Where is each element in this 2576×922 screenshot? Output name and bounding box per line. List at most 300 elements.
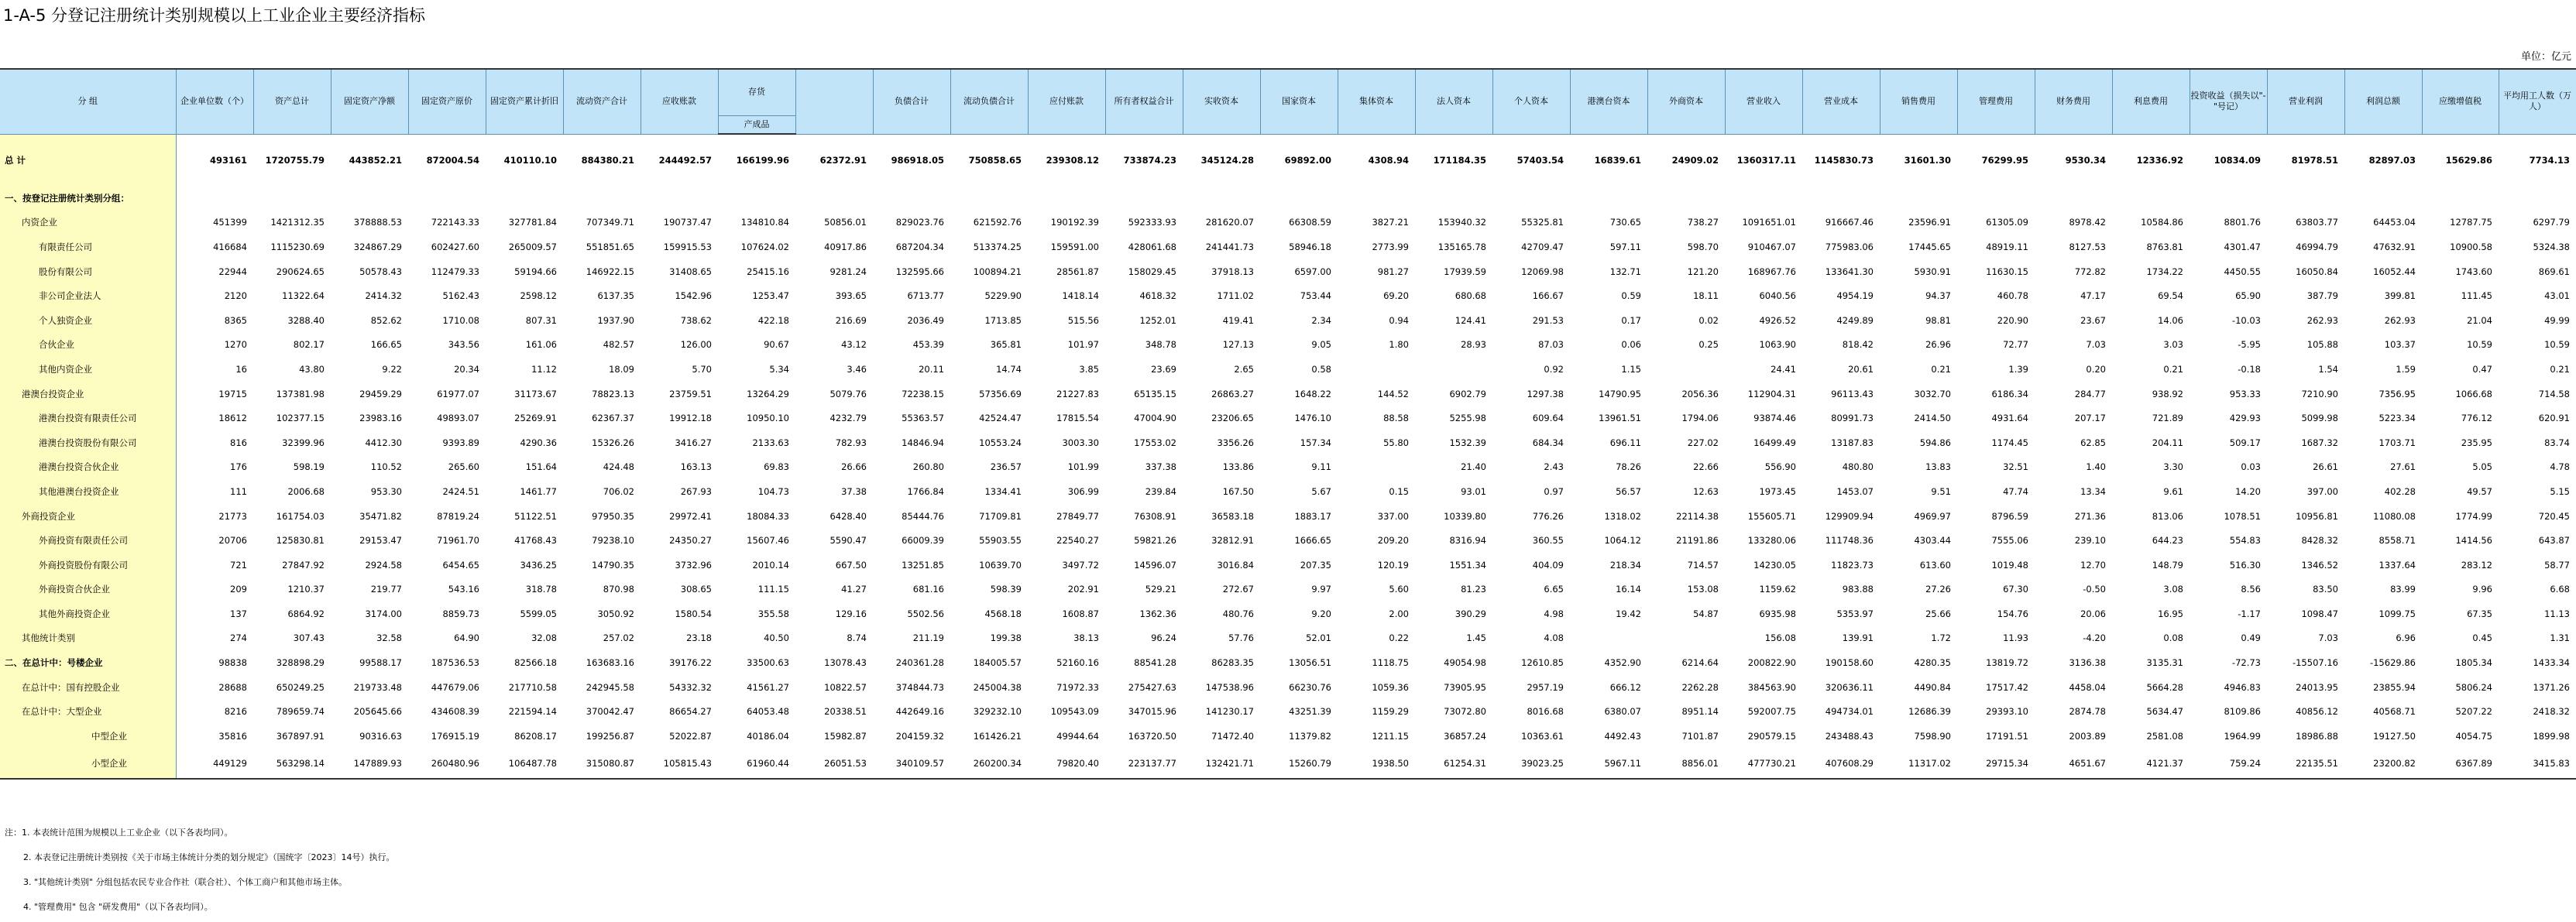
table-cell: 4054.75 <box>2455 730 2492 742</box>
table-row <box>0 553 2576 578</box>
table-cell: 2006.68 <box>287 485 325 497</box>
table-cell: 9.20 <box>1311 608 1331 619</box>
header-finished-goods: 产成品 <box>718 115 795 134</box>
table-cell: 7.03 <box>2086 339 2106 351</box>
table-cell: 67.35 <box>2467 608 2492 619</box>
table-cell: 242945.58 <box>586 681 634 693</box>
table-cell: 190158.60 <box>1825 657 1874 669</box>
table-cell: 102377.15 <box>276 413 325 424</box>
table-cell: 829023.76 <box>895 217 944 228</box>
table-cell: 10584.86 <box>2141 217 2183 228</box>
table-row <box>0 528 2576 553</box>
table-cell: 12069.98 <box>1521 266 1564 277</box>
table-cell: 97950.35 <box>592 510 634 522</box>
table-cell: 1346.52 <box>2301 559 2338 571</box>
table-cell: 3032.70 <box>1914 388 1951 399</box>
table-cell <box>1802 186 1880 211</box>
table-cell: 243488.43 <box>1825 730 1874 742</box>
table-cell: 65135.15 <box>1134 388 1176 399</box>
table-cell: 3436.25 <box>520 559 557 571</box>
table-cell: 17445.65 <box>1908 241 1951 252</box>
table-cell: 4946.83 <box>2224 681 2261 693</box>
table-cell: 1542.96 <box>675 290 712 302</box>
table-cell: 6.68 <box>2550 584 2570 595</box>
row-label: 外商投资企业 <box>0 504 176 529</box>
table-cell: 16.95 <box>2158 608 2183 619</box>
table-cell: 11379.82 <box>1289 730 1331 742</box>
table-cell: 3497.72 <box>1062 559 1099 571</box>
table-cell: 137381.98 <box>276 388 325 399</box>
table-cell: 0.58 <box>1311 363 1331 375</box>
table-cell: 40917.86 <box>824 241 867 252</box>
table-cell: 9.11 <box>1311 461 1331 473</box>
table-cell: 24350.27 <box>669 535 712 547</box>
table-cell: 402.28 <box>2384 485 2416 497</box>
table-cell: 25269.91 <box>514 413 557 424</box>
row-label: 外商投资股份有限公司 <box>0 553 176 578</box>
table-cell: 52160.16 <box>1056 657 1099 669</box>
table-cell: 12610.85 <box>1521 657 1564 669</box>
table-cell: 88541.28 <box>1134 657 1176 669</box>
table-cell: 4412.30 <box>365 437 402 448</box>
table-cell: 23855.94 <box>2373 681 2416 693</box>
table-cell: 8.74 <box>847 632 867 644</box>
table-cell: 0.17 <box>1621 314 1641 326</box>
table-cell: 494734.01 <box>1825 706 1874 718</box>
table-row <box>0 259 2576 284</box>
table-cell: 14596.07 <box>1134 559 1176 571</box>
table-cell: 1711.02 <box>1217 290 1254 302</box>
table-cell: 47004.90 <box>1134 413 1176 424</box>
table-cell: 61977.07 <box>437 388 479 399</box>
table-cell: 14790.35 <box>592 559 634 571</box>
table-row <box>0 211 2576 235</box>
table-cell: 245004.38 <box>973 681 1022 693</box>
table-cell: 20.11 <box>919 363 944 375</box>
header-collective-capital: 集体资本 <box>1338 69 1415 134</box>
table-cell: 3416.27 <box>675 437 712 448</box>
table-cell: 15326.26 <box>592 437 634 448</box>
table-cell <box>1338 357 1415 382</box>
table-cell: 598.19 <box>293 461 325 473</box>
row-label: 港澳台投资股份有限公司 <box>0 430 176 455</box>
table-cell: 477730.21 <box>1725 749 1802 779</box>
table-cell: 141230.17 <box>1205 706 1254 718</box>
table-cell: -5.95 <box>2238 339 2261 351</box>
table-cell: 6214.64 <box>1681 657 1719 669</box>
table-cell: 12336.92 <box>2136 154 2183 166</box>
table-cell: 148.79 <box>2152 559 2183 571</box>
table-cell: 23983.16 <box>359 413 402 424</box>
table-cell: 733874.23 <box>1123 154 1176 166</box>
table-cell: 884380.21 <box>581 154 634 166</box>
table-cell: 720.45 <box>2538 510 2570 522</box>
table-cell: 199.38 <box>990 632 1022 644</box>
table-row <box>0 749 2576 779</box>
table-cell <box>563 186 641 211</box>
table-cell: 5502.56 <box>907 608 944 619</box>
table-row <box>0 134 2576 186</box>
table-cell: 5806.24 <box>2455 681 2492 693</box>
table-cell: 16050.84 <box>2296 266 2338 277</box>
table-cell: 107624.02 <box>740 241 789 252</box>
table-cell: 419.41 <box>1222 314 1254 326</box>
table-cell: 55325.81 <box>1521 217 1564 228</box>
table-cell: 1418.14 <box>1062 290 1099 302</box>
table-cell: 1461.77 <box>520 485 557 497</box>
table-cell: 776.26 <box>1532 510 1564 522</box>
table-cell: 1608.87 <box>1062 608 1099 619</box>
table-cell: 404.09 <box>1532 559 1564 571</box>
table-cell: 1066.68 <box>2455 388 2492 399</box>
table-cell: 218.34 <box>1609 559 1641 571</box>
table-cell: 110.52 <box>370 461 402 473</box>
table-cell: 69.20 <box>1383 290 1409 302</box>
table-cell: 7.03 <box>2318 632 2338 644</box>
table-cell: 291.53 <box>1532 314 1564 326</box>
table-cell: 5967.11 <box>1570 749 1647 779</box>
table-cell: 714.57 <box>1687 559 1719 571</box>
header-avg-employees: 平均用工人数（万人） <box>2499 69 2576 134</box>
table-cell: 738.62 <box>680 314 712 326</box>
table-cell: 340109.57 <box>873 749 950 779</box>
row-label: 港澳台投资合伙企业 <box>0 455 176 480</box>
table-cell: 76308.91 <box>1134 510 1176 522</box>
table-cell: 9.61 <box>2163 485 2183 497</box>
table-cell: 5634.47 <box>2146 706 2183 718</box>
table-cell: 10639.70 <box>979 559 1022 571</box>
table-cell: 100894.21 <box>973 266 1022 277</box>
header-state-capital: 国家资本 <box>1260 69 1338 134</box>
table-cell: 953.30 <box>370 485 402 497</box>
table-cell: 8558.71 <box>2379 535 2416 547</box>
table-cell: 78823.13 <box>592 388 634 399</box>
table-cell <box>1028 186 1105 211</box>
table-cell: 211.19 <box>912 632 944 644</box>
table-cell: 6.96 <box>2396 632 2416 644</box>
table-cell: 135165.78 <box>1437 241 1486 252</box>
table-cell: 11630.15 <box>1986 266 2028 277</box>
table-row <box>0 333 2576 358</box>
header-fixed-orig: 固定资产原价 <box>408 69 486 134</box>
table-cell: 21.40 <box>1461 461 1486 473</box>
table-cell: 83.50 <box>2313 584 2338 595</box>
table-cell: 55.80 <box>1383 437 1409 448</box>
table-cell: 4458.04 <box>2069 681 2106 693</box>
table-cell: 4954.19 <box>1836 290 1874 302</box>
table-cell: 157.34 <box>1300 437 1331 448</box>
table-cell: 0.15 <box>1389 485 1409 497</box>
table-cell: 284.77 <box>2074 388 2106 399</box>
table-cell: 41768.43 <box>514 535 557 547</box>
table-cell: 94.37 <box>1925 290 1951 302</box>
table-cell: 938.92 <box>2152 388 2183 399</box>
table-cell: 543.16 <box>448 584 479 595</box>
table-cell: 592007.75 <box>1747 706 1796 718</box>
table-cell: 27.61 <box>2390 461 2416 473</box>
table-cell: -15507.16 <box>2292 657 2338 669</box>
row-label: 在总计中：大型企业 <box>0 699 176 724</box>
table-cell: 69.83 <box>764 461 789 473</box>
table-cell: 190192.39 <box>1050 217 1099 228</box>
table-cell: 20706 <box>218 535 247 547</box>
table-cell <box>641 186 718 211</box>
table-cell <box>253 186 331 211</box>
table-cell: 5930.91 <box>1914 266 1951 277</box>
table-cell: 14790.95 <box>1599 388 1641 399</box>
table-cell: 78.26 <box>1616 461 1641 473</box>
table-cell: 5079.76 <box>829 388 867 399</box>
table-cell: 111748.36 <box>1825 535 1874 547</box>
table-row <box>0 406 2576 430</box>
table-cell: 343.56 <box>448 339 479 351</box>
table-cell: 7210.90 <box>2301 388 2338 399</box>
table-cell: 0.21 <box>1931 363 1951 375</box>
table-cell: 223137.77 <box>1105 749 1183 779</box>
table-cell: 83.99 <box>2390 584 2416 595</box>
table-cell: 20.34 <box>454 363 479 375</box>
table-cell: 15260.79 <box>1260 749 1338 779</box>
table-cell <box>1570 186 1647 211</box>
table-cell: 563298.14 <box>253 749 331 779</box>
table-cell: 9.05 <box>1311 339 1331 351</box>
table-cell: 2036.49 <box>907 314 944 326</box>
table-cell: 55903.55 <box>979 535 1022 547</box>
table-cell: 345124.28 <box>1200 154 1254 166</box>
table-cell: 19912.18 <box>669 413 712 424</box>
table-cell: 219.77 <box>370 584 402 595</box>
table-cell: 0.21 <box>2163 363 2183 375</box>
table-cell <box>2422 186 2499 211</box>
table-cell: 47.74 <box>2003 485 2028 497</box>
table-cell: 21227.83 <box>1056 388 1099 399</box>
table-cell: 529.21 <box>1145 584 1176 595</box>
table-cell: 28561.87 <box>1056 266 1099 277</box>
table-cell: 2581.08 <box>2146 730 2183 742</box>
table-cell: 451399 <box>213 217 247 228</box>
header-hkmotw-capital: 港澳台资本 <box>1570 69 1647 134</box>
table-cell: 153940.32 <box>1437 217 1486 228</box>
row-label: 中型企业 <box>0 724 176 749</box>
table-cell: 3136.38 <box>2069 657 2106 669</box>
table-cell: 429.93 <box>2229 413 2261 424</box>
table-cell: 52.01 <box>1306 632 1331 644</box>
table-cell: 106487.78 <box>486 749 563 779</box>
header-current-assets: 流动资产合计 <box>563 69 641 134</box>
table-cell: 41561.27 <box>747 681 789 693</box>
table-cell: 1159.29 <box>1372 706 1409 718</box>
table-cell: 13819.72 <box>1986 657 2028 669</box>
table-cell: 204.11 <box>2152 437 2183 448</box>
table-cell: 18084.33 <box>747 510 789 522</box>
header-finance: 财务费用 <box>2035 69 2112 134</box>
table-cell: 9393.89 <box>442 437 479 448</box>
table-cell: 807.31 <box>525 314 557 326</box>
table-cell: 137 <box>230 608 247 619</box>
row-label: 股份有限公司 <box>0 259 176 284</box>
table-cell: 14230.05 <box>1753 559 1796 571</box>
table-cell: 1551.34 <box>1449 559 1486 571</box>
table-cell: 260200.34 <box>950 749 1028 779</box>
table-cell: 2874.78 <box>2069 706 2106 718</box>
table-cell: 0.02 <box>1698 314 1719 326</box>
table-cell: 202.91 <box>1067 584 1099 595</box>
table-cell: 721.89 <box>2152 413 2183 424</box>
table-cell: 2924.58 <box>365 559 402 571</box>
table-cell: 802.17 <box>293 339 325 351</box>
table-cell: 4492.43 <box>1604 730 1641 742</box>
table-cell: 35816 <box>218 730 247 742</box>
table-cell: 49893.07 <box>437 413 479 424</box>
table-cell: 0.59 <box>1621 290 1641 302</box>
table-cell: 166.65 <box>370 339 402 351</box>
table-cell: 2010.14 <box>752 559 789 571</box>
table-cell: 1.54 <box>2318 363 2338 375</box>
table-cell: 775983.06 <box>1825 241 1874 252</box>
table-cell: 22.66 <box>1693 461 1719 473</box>
table-cell: 4931.64 <box>1991 413 2028 424</box>
table-cell: 105815.43 <box>641 749 718 779</box>
table-row <box>0 382 2576 406</box>
table-cell: 16839.61 <box>1594 154 1641 166</box>
table-cell: 2773.99 <box>1372 241 1409 252</box>
table-cell: 42524.47 <box>979 413 1022 424</box>
row-label: 外商投资合伙企业 <box>0 578 176 602</box>
table-cell: 1710.08 <box>442 314 479 326</box>
table-cell: 227.02 <box>1687 437 1719 448</box>
table-cell <box>2344 186 2422 211</box>
table-row <box>0 578 2576 602</box>
table-cell: 776.12 <box>2461 413 2492 424</box>
table-cell: 953.33 <box>2229 388 2261 399</box>
table-cell: 329232.10 <box>973 706 1022 718</box>
table-cell: -0.18 <box>2238 363 2261 375</box>
table-cell: 199256.87 <box>586 730 634 742</box>
table-cell: 103.37 <box>2384 339 2416 351</box>
table-cell: 3827.21 <box>1372 217 1409 228</box>
header-interest: 利息费用 <box>2112 69 2190 134</box>
table-cell: 240361.28 <box>895 657 944 669</box>
table-cell: 99588.17 <box>359 657 402 669</box>
table-cell: 707349.71 <box>586 217 634 228</box>
table-cell: 262.93 <box>2384 314 2416 326</box>
table-cell: 127.13 <box>1222 339 1254 351</box>
table-cell: 910467.07 <box>1747 241 1796 252</box>
table-row <box>0 675 2576 700</box>
table-cell: 315080.87 <box>563 749 641 779</box>
table-cell: 5.60 <box>1389 584 1409 595</box>
table-cell: 4.98 <box>1544 608 1564 619</box>
table-cell: 50578.43 <box>359 266 402 277</box>
row-label: 一、按登记注册统计类别分组： <box>0 186 176 211</box>
table-cell: 64053.48 <box>747 706 789 718</box>
table-row <box>0 308 2576 333</box>
table-cell: 11080.08 <box>2373 510 2416 522</box>
table-cell <box>1647 357 1725 382</box>
table-cell: 1098.47 <box>2301 608 2338 619</box>
table-cell: 1.40 <box>2086 461 2106 473</box>
table-cell: 166.67 <box>1532 290 1564 302</box>
table-cell: 337.00 <box>1377 510 1409 522</box>
table-cell: 2.43 <box>1544 461 1564 473</box>
table-cell: 706.02 <box>603 485 634 497</box>
table-cell: 235.95 <box>2461 437 2492 448</box>
table-cell: 147889.93 <box>331 749 408 779</box>
table-cell: 11322.64 <box>282 290 325 302</box>
footnote: 注：1. 本表统计范围为规模以上工业企业（以下各表均同）。 <box>5 828 233 838</box>
table-cell: 6367.89 <box>2422 749 2499 779</box>
table-cell: 132.71 <box>1609 266 1641 277</box>
table-cell: 434608.39 <box>431 706 479 718</box>
table-cell: 515.56 <box>1067 314 1099 326</box>
table-cell: -72.73 <box>2231 657 2261 669</box>
table-cell: -15629.86 <box>2369 657 2416 669</box>
table-cell: 59821.26 <box>1134 535 1176 547</box>
table-row <box>0 186 2576 211</box>
table-cell: 447679.06 <box>431 681 479 693</box>
table-cell: 29393.10 <box>1986 706 2028 718</box>
table-cell: 3003.30 <box>1062 437 1099 448</box>
table-cell: 216.69 <box>835 314 867 326</box>
table-cell: 21773 <box>218 510 247 522</box>
table-cell: -10.03 <box>2231 314 2261 326</box>
table-cell: 870.98 <box>603 584 634 595</box>
table-cell <box>1415 186 1492 211</box>
table-cell: 4280.35 <box>1914 657 1951 669</box>
table-cell: 0.22 <box>1389 632 1409 644</box>
table-cell: 31173.67 <box>514 388 557 399</box>
table-cell: 324867.29 <box>353 241 402 252</box>
table-cell: 3.30 <box>2163 461 2183 473</box>
table-cell: 21191.86 <box>1676 535 1719 547</box>
table-cell: 33500.63 <box>747 657 789 669</box>
table-cell: 49054.98 <box>1444 657 1486 669</box>
table-cell: 6428.40 <box>829 510 867 522</box>
table-cell: 5229.90 <box>984 290 1022 302</box>
table-cell <box>1415 357 1492 382</box>
header-current-liabilities: 流动负债合计 <box>950 69 1028 134</box>
table-cell: 32.51 <box>2003 461 2028 473</box>
table-cell: 738.27 <box>1687 217 1719 228</box>
table-cell: 8016.68 <box>1527 706 1564 718</box>
table-cell: 98838 <box>218 657 247 669</box>
table-cell: 129909.94 <box>1825 510 1874 522</box>
table-cell: 1270 <box>224 339 247 351</box>
table-cell: 0.08 <box>2163 632 2183 644</box>
table-cell: 1713.85 <box>984 314 1022 326</box>
table-cell: 161754.03 <box>276 510 325 522</box>
table-cell: 161426.21 <box>973 730 1022 742</box>
table-cell: 58946.18 <box>1289 241 1331 252</box>
header-cost: 营业成本 <box>1802 69 1880 134</box>
table-cell <box>331 186 408 211</box>
table-cell: 18986.88 <box>2296 730 2338 742</box>
table-cell: 1734.22 <box>2146 266 2183 277</box>
table-cell: 51122.51 <box>514 510 557 522</box>
table-cell: 29972.41 <box>669 510 712 522</box>
table-cell: 696.11 <box>1609 437 1641 448</box>
table-row <box>0 602 2576 626</box>
table-cell: 4290.36 <box>520 437 557 448</box>
table-cell: 5324.38 <box>2533 241 2570 252</box>
table-cell: 0.97 <box>1544 485 1564 497</box>
table-cell: 146922.15 <box>586 266 634 277</box>
table-cell: 82897.03 <box>2368 154 2416 166</box>
table-cell: 19127.50 <box>2373 730 2416 742</box>
table-cell: 460.78 <box>1997 290 2028 302</box>
table-cell: 482.57 <box>603 339 634 351</box>
header-revenue: 营业收入 <box>1725 69 1802 134</box>
